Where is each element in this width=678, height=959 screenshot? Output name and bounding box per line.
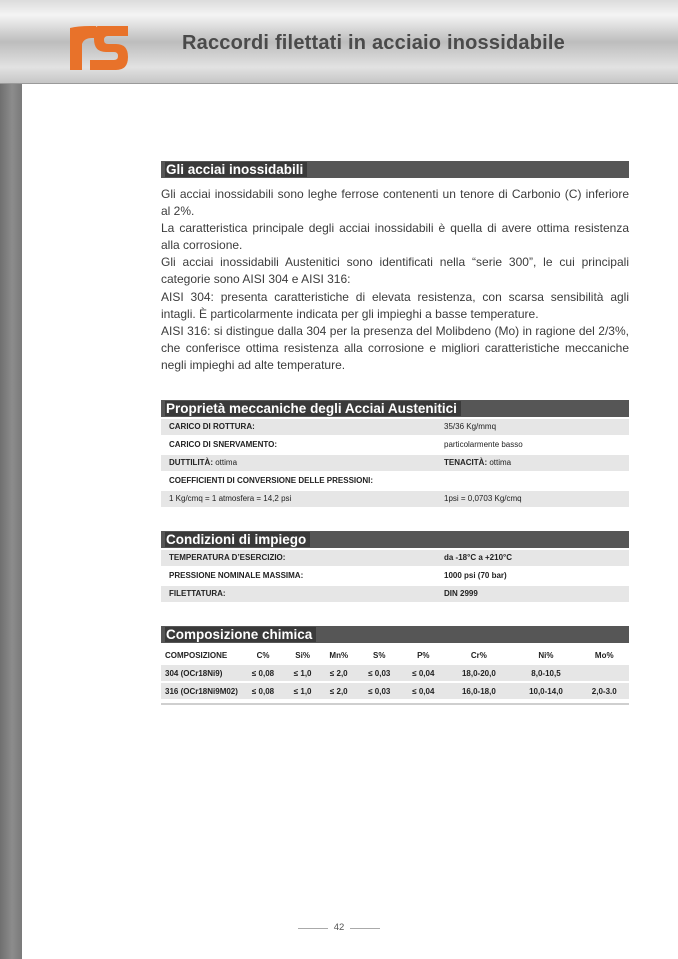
column-header: S%	[373, 650, 386, 660]
table-row	[161, 568, 629, 584]
conversion-kg-psi: 1 Kg/cmq = 1 atmosfera = 14,2 psi	[169, 494, 292, 504]
conversion-psi-kg: 1psi = 0,0703 Kg/cmq	[444, 494, 522, 504]
condition-value: 1000 psi (70 bar)	[444, 571, 507, 581]
table-row	[161, 437, 629, 453]
table-row	[161, 550, 629, 566]
condition-value: da -18°C a +210°C	[444, 553, 512, 563]
intro-paragraph: Gli acciai inossidabili sono leghe ferrose contenenti un tenore di Carbonio (C) inferiore al 2%.	[161, 187, 629, 219]
table-row	[161, 683, 629, 699]
column-header: P%	[417, 650, 430, 660]
condition-label: FILETTATURA:	[169, 589, 226, 599]
table-cell: 316 (OCr18Ni9M02)	[161, 683, 241, 699]
table-cell: 304 (OCr18Ni9)	[161, 665, 241, 681]
intro-text	[161, 186, 629, 374]
table-cell: ≤ 2,0	[320, 683, 357, 699]
header-title: Raccordi filettati in acciaio inossidabile	[182, 32, 565, 54]
column-header: Cr%	[470, 650, 487, 660]
page-header	[0, 0, 678, 84]
column-header: COMPOSIZIONE	[165, 650, 228, 660]
table-cell: 2,0-3.0	[580, 683, 629, 699]
page-number: 42	[298, 922, 380, 933]
intro-paragraph: La caratteristica principale degli acciai inossidabili è quella di avere ottima resistenza alla corrosione.	[161, 221, 629, 253]
table-cell: ≤ 2,0	[320, 665, 357, 681]
tenacita-value: ottima	[489, 458, 512, 468]
table-cell: ≤ 0,03	[357, 665, 401, 681]
table-cell: 8,0-10,5	[512, 665, 579, 681]
column-header: Si%	[295, 650, 310, 660]
table-cell: ≤ 1,0	[285, 683, 320, 699]
table-row	[161, 665, 629, 681]
column-header: Mo%	[594, 650, 614, 660]
table-cell: 10,0-14,0	[512, 683, 579, 699]
table-cell: ≤ 0,03	[357, 683, 401, 699]
page-side-bar	[0, 0, 22, 959]
condition-label: PRESSIONE NOMINALE MASSIMA:	[169, 571, 304, 581]
section-heading-composition: Composizione chimica	[161, 626, 629, 643]
table-row	[161, 419, 629, 435]
section-heading-intro: Gli acciai inossidabili	[161, 161, 629, 178]
condition-value: DIN 2999	[444, 589, 478, 599]
table-row	[161, 491, 629, 507]
table-row	[161, 473, 629, 489]
column-header: Mn%	[329, 650, 349, 660]
carico-snervamento-label: CARICO DI SNERVAMENTO:	[169, 440, 278, 450]
coefficienti-label: COEFFICIENTI DI CONVERSIONE DELLE PRESSIONI:	[169, 476, 374, 486]
table-cell: ≤ 0,04	[401, 665, 445, 681]
table-row	[161, 586, 629, 602]
table-header-row	[161, 647, 629, 663]
column-header: C%	[256, 650, 270, 660]
composition-table	[161, 645, 629, 701]
table-cell: ≤ 1,0	[285, 665, 320, 681]
duttilita-value: ottima	[215, 458, 238, 468]
table-cell: 18,0-20,0	[445, 665, 512, 681]
table-row	[161, 455, 629, 471]
condition-label: TEMPERATURA D’ESERCIZIO:	[169, 553, 286, 563]
carico-rottura-label: CARICO DI ROTTURA:	[169, 422, 255, 432]
section-heading-mechanical: Proprietà meccaniche degli Acciai Austenitici	[161, 400, 629, 417]
carico-snervamento-value: particolarmente basso	[444, 440, 523, 450]
table-cell: ≤ 0,08	[241, 665, 285, 681]
carico-rottura-value: 35/36 Kg/mmq	[444, 422, 497, 432]
table-cell: ≤ 0,08	[241, 683, 285, 699]
table-cell: 16,0-18,0	[445, 683, 512, 699]
column-header: Ni%	[538, 650, 554, 660]
tenacita-label: TENACITÀ:	[444, 458, 488, 468]
intro-paragraph: Gli acciai inossidabili Austenitici sono identificati nella “serie 300”, le cui principali categorie sono AISI 304 e AISI 316:	[161, 255, 629, 287]
section-heading-conditions: Condizioni di impiego	[161, 531, 629, 548]
intro-paragraph: AISI 304: presenta caratteristiche di elevata resistenza, con scarsa sensibilità agli intagli. È particolarmente indicata per gli impieghi a basse temperature.	[161, 289, 629, 321]
table-cell: ≤ 0,04	[401, 683, 445, 699]
rs-logo-icon	[70, 22, 128, 70]
duttilita-label: DUTTILITÀ:	[169, 458, 213, 468]
intro-paragraph: AISI 316: si distingue dalla 304 per la presenza del Molibdeno (Mo) in ragione del 2/3%, che conferisce ottima resistenza alla corrosione e migliori caratteristiche meccaniche negli impieghi ad alte temperature.	[161, 323, 629, 372]
table-bottom-rule	[161, 703, 629, 705]
table-cell	[580, 665, 629, 681]
document-content	[161, 161, 629, 705]
